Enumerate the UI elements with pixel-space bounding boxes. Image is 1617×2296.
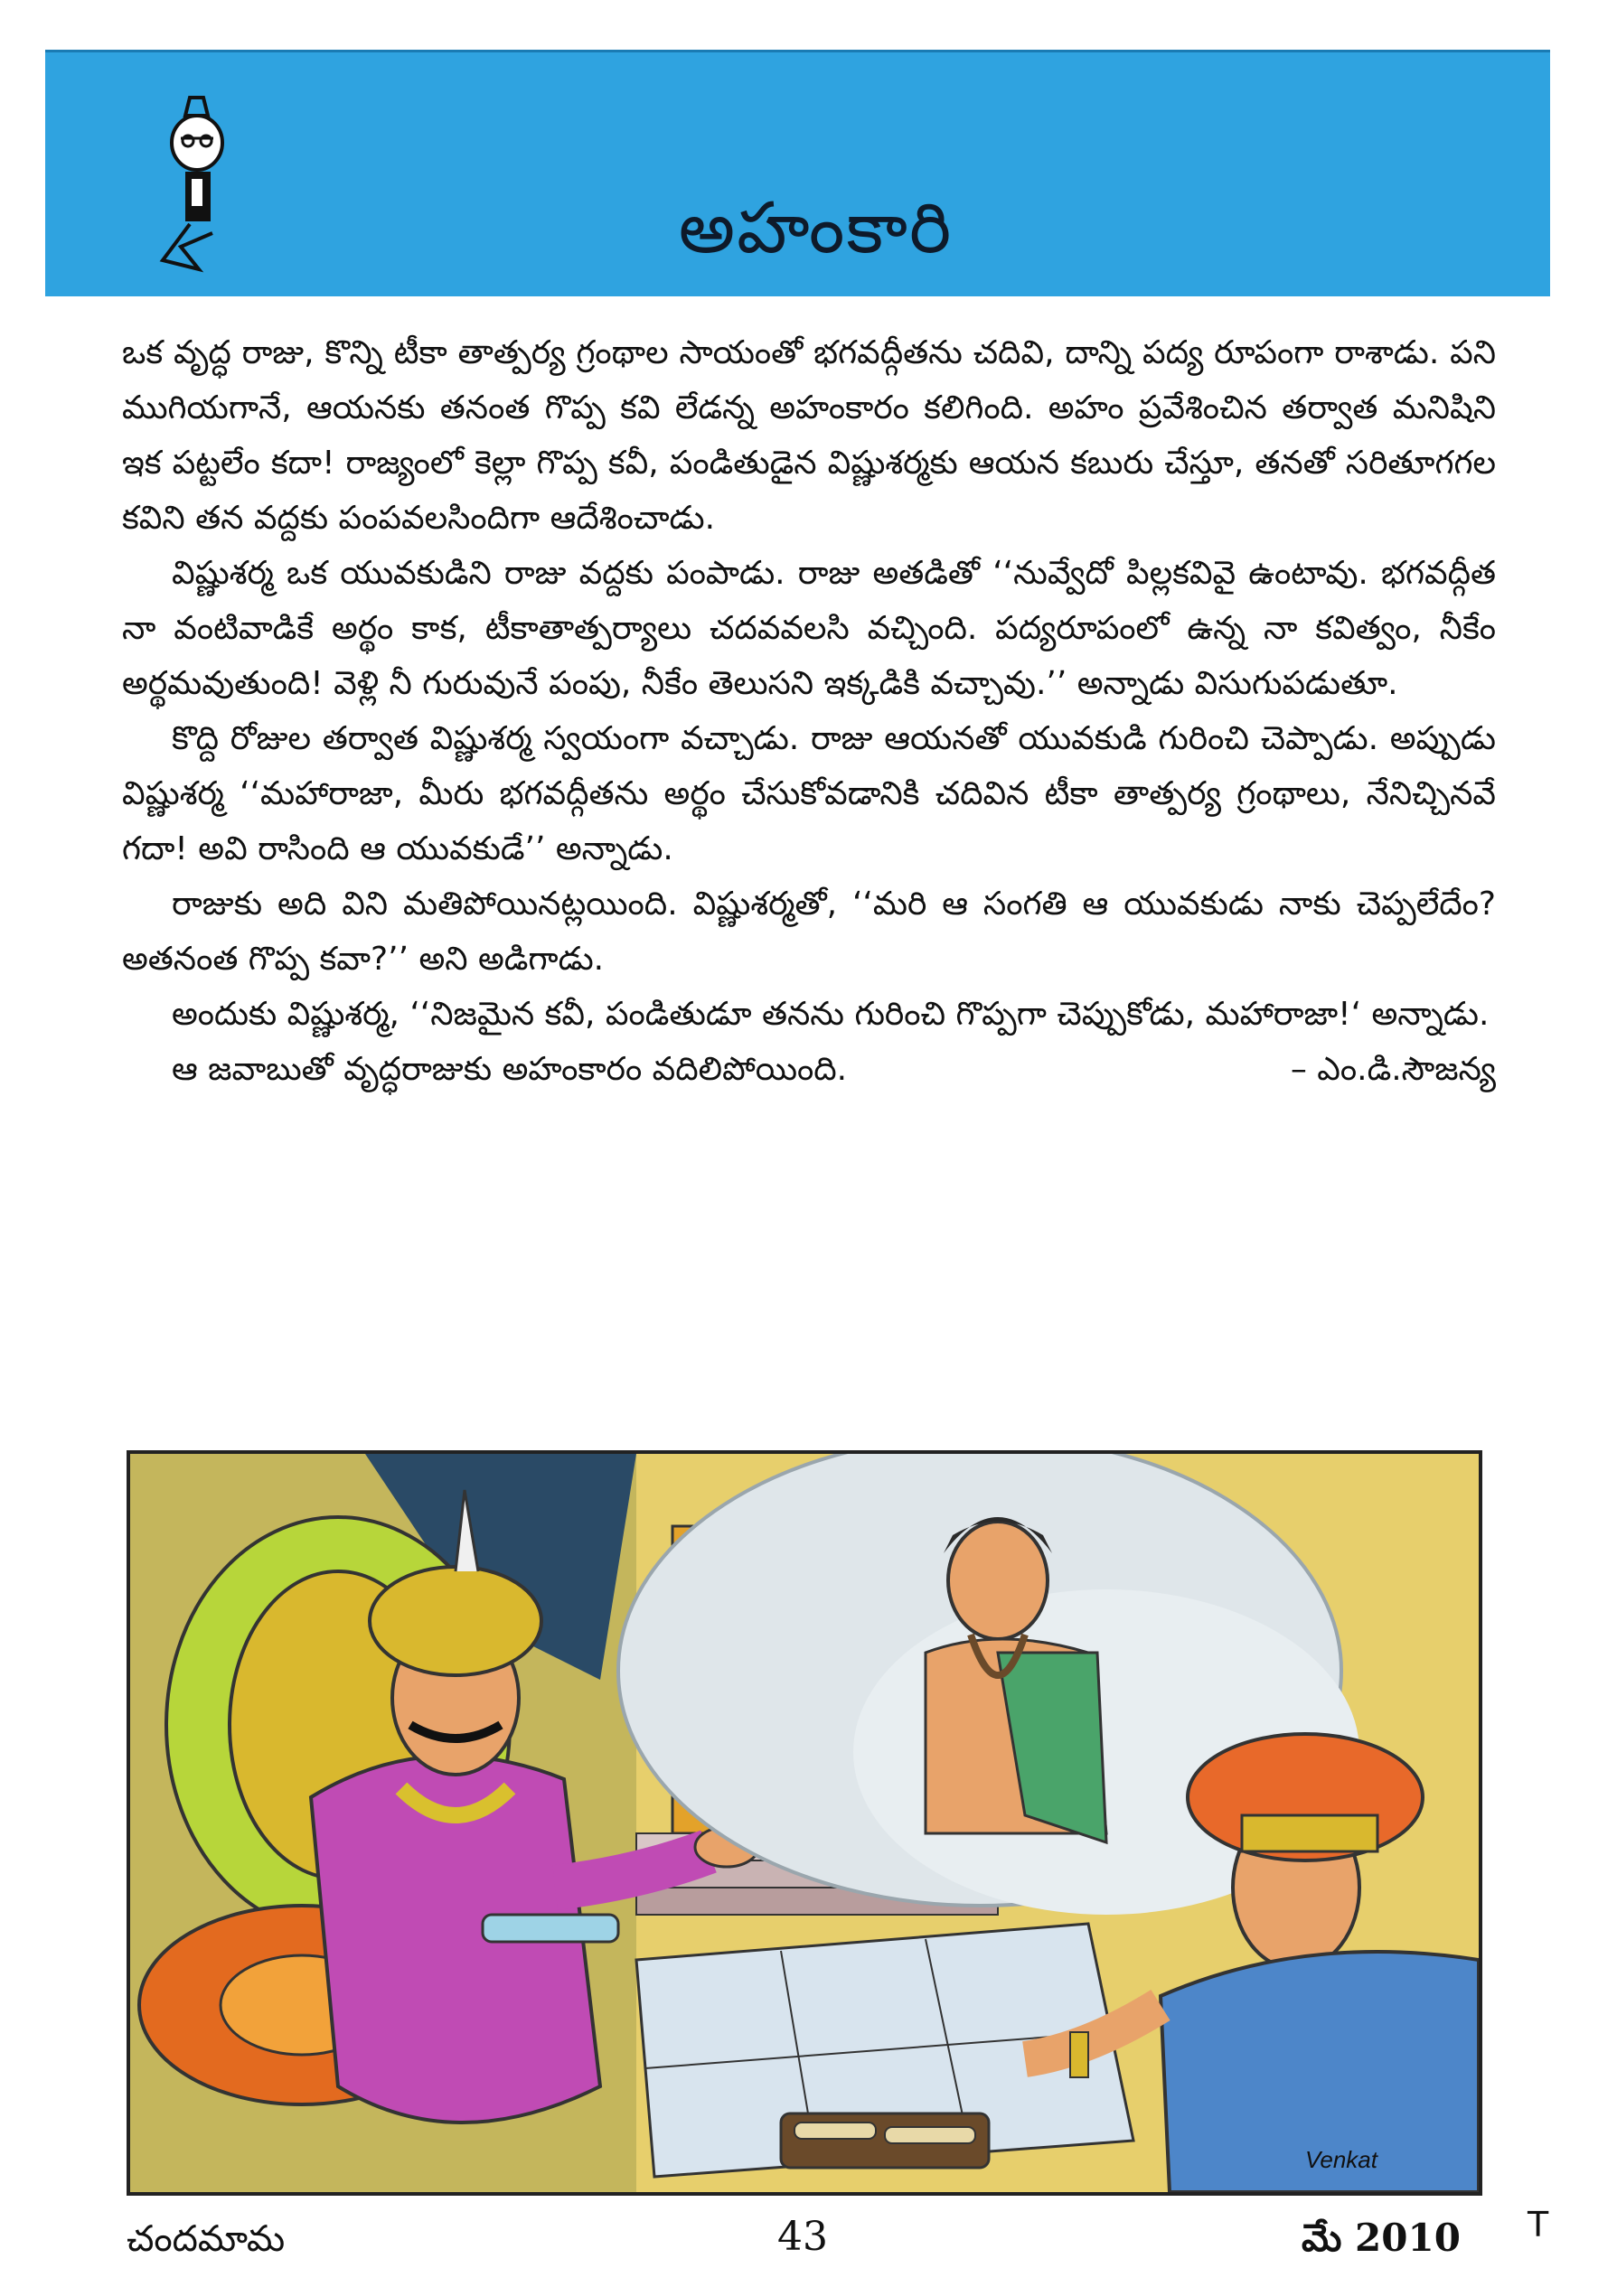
story-paragraph: ఆ జవాబుతో వృద్ధరాజుకు అహంకారం వదిలిపోయింది. — [172, 1051, 848, 1088]
issue-date: మే 2010 — [1302, 2216, 1461, 2260]
story-paragraph: ఒక వృద్ధ రాజు, కొన్ని టీకా తాత్పర్య గ్రంథాల సాయంతో భగవద్గీతను చదివి, దాన్ని పద్య రూపంగా రాశాడు. పని ముగియగానే, ఆయనకు తనంత గొప్ప కవి లేడన్న అహంకారం కలిగింది. అహం ప్రవేశించిన తర్వాత మనిషిని ఇక పట్టలేం కదా! రాజ్యంలో కెల్లా గొప్ప కవీ, పండితుడైన విష్ణుశర్మకు ఆయన కబురు చేస్తూ, తనతో సరితూగగల కవిని తన వద్దకు పంపవలసిందిగా ఆదేశించాడు. — [122, 334, 1496, 537]
story-title: అహంకారి — [678, 188, 954, 269]
header-banner — [45, 50, 1550, 296]
story-paragraph: రాజుకు అది విని మతిపోయినట్లయింది. విష్ణుశర్మతో, ‘‘మరి ఆ సంగతి ఆ యువకుడు నాకు చెప్పలేదేం? అతనంత గొప్ప కవా?’’ అని అడిగాడు. — [122, 886, 1496, 978]
footer-mark: T — [1528, 2205, 1549, 2244]
story-paragraph: విష్ణుశర్మ ఒక యువకుడిని రాజు వద్దకు పంపాడు. రాజు అతడితో ‘‘నువ్వేదో పిల్లకవివై ఉంటావు. భగవద్గీత నా వంటివాడికే అర్థం కాక, టీకాతాత్పర్యాలు చదవవలసి వచ్చింది. పద్యరూపంలో ఉన్న నా కవిత్వం, నీకేం అర్థమవుతుంది! వెళ్లి నీ గురువునే పంపు, నీకేం తెలుసని ఇక్కడికి వచ్చావు.’’ అన్నాడు విసుగుపడుతూ. — [122, 555, 1496, 702]
story-body — [122, 325, 1496, 1097]
story-paragraph: అందుకు విష్ణుశర్మ, ‘‘నిజమైన కవీ, పండితుడూ తనను గురించి గొప్పగా చెప్పుకోడు, మహారాజా!‘ అన్నాడు. — [172, 996, 1490, 1033]
story-paragraph-last — [122, 1042, 1496, 1097]
story-paragraph: కొద్ది రోజుల తర్వాత విష్ణుశర్మ స్వయంగా వచ్చాడు. రాజు ఆయనతో యువకుడి గురించి చెప్పాడు. అప్పుడు విష్ణుశర్మ ‘‘మహారాజా, మీరు భగవద్గీతను అర్థం చేసుకోవడానికి చదివిన టీకా తాత్పర్య గ్రంథాలు, నేనిచ్చినవే గదా! అవి రాసింది ఆ యువకుడే’’ అన్నాడు. — [122, 720, 1496, 867]
page-number: 43 — [777, 2214, 828, 2260]
author-credit: – ఎం.డి.సౌజన్య — [1290, 1051, 1496, 1088]
story-illustration — [127, 1450, 1482, 2196]
illustration-art — [130, 1454, 1479, 2192]
artist-signature: Venkat — [1305, 2146, 1377, 2173]
magazine-name: చందమామ — [127, 2218, 286, 2260]
